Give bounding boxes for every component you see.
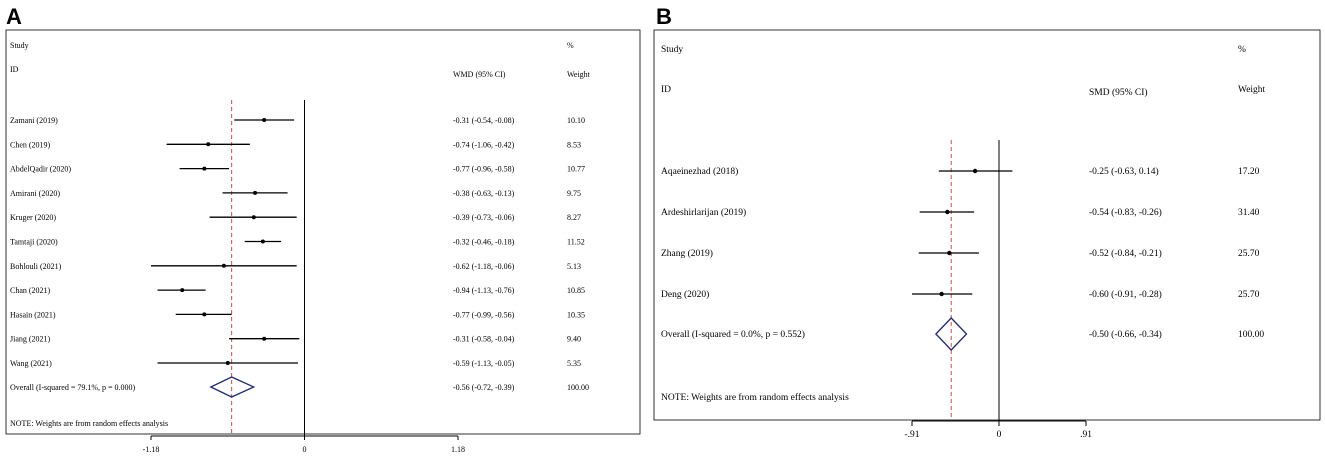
pb-point-estimate	[973, 169, 977, 173]
pa-header-weight: Weight	[567, 70, 590, 79]
pa-header-pct: %	[567, 41, 574, 50]
pb-x-tick-label: .91	[1080, 430, 1092, 440]
pa-ci-text: -0.31 (-0.54, -0.08)	[453, 116, 515, 125]
pa-ci-text: -0.31 (-0.58, -0.04)	[453, 334, 515, 344]
pa-weight-text: 8.27	[567, 213, 581, 223]
pa-weight-text: 11.52	[567, 237, 585, 247]
pa-ci-text: -0.77 (-0.99, -0.56)	[453, 310, 515, 320]
pa-weight-text: 9.40	[567, 334, 581, 344]
pa-ci-text: -0.94 (-1.13, -0.76)	[453, 286, 515, 296]
pb-x-tick-label: -.91	[904, 430, 920, 440]
pa-study-label: Bohlouli (2021)	[10, 261, 62, 271]
pb-point-estimate	[939, 292, 943, 296]
pb-header-pct: %	[1238, 45, 1246, 55]
pb-ci-text: -0.60 (-0.91, -0.28)	[1089, 290, 1162, 300]
pa-ci-text: -0.39 (-0.73, -0.06)	[453, 213, 515, 223]
pb-study-label: Zhang (2019)	[661, 249, 713, 259]
pa-study-label: Zamani (2019)	[10, 116, 58, 125]
pa-weight-text: 8.53	[567, 140, 581, 150]
pb-study-label: Deng (2020)	[661, 290, 710, 300]
pa-header-id: ID	[10, 65, 19, 74]
pb-header-weight: Weight	[1238, 85, 1266, 95]
pb-weight-text: 31.40	[1238, 208, 1260, 218]
pa-ci-text: -0.62 (-1.18, -0.06)	[453, 261, 515, 271]
pa-x-tick-label: -1.18	[142, 445, 160, 454]
pa-ci-text: -0.77 (-0.96, -0.58)	[453, 164, 515, 174]
pa-header-study: Study	[10, 41, 29, 50]
pa-weight-text: 9.75	[567, 188, 581, 198]
pb-note: NOTE: Weights are from random effects analysis	[661, 393, 849, 403]
pa-x-tick-label: 1.18	[451, 445, 465, 454]
pa-weight-text: 10.10	[567, 116, 585, 125]
pb-ci-text: -0.52 (-0.84, -0.21)	[1089, 249, 1162, 259]
pa-study-label: Chen (2019)	[10, 140, 51, 150]
pb-point-estimate	[947, 251, 951, 255]
pb-header-id: ID	[661, 85, 672, 95]
pa-ci-text: -0.38 (-0.63, -0.13)	[453, 188, 515, 198]
pb-header-study: Study	[661, 45, 684, 55]
pb-weight-text: 25.70	[1238, 290, 1260, 300]
panel-a-letter: A	[6, 4, 22, 29]
pa-weight-text: 10.35	[567, 310, 585, 320]
pa-study-label: Chan (2021)	[10, 286, 51, 296]
pa-overall-weight-text: 100.00	[567, 383, 589, 392]
pb-header-effect: SMD (95% CI)	[1089, 88, 1148, 98]
pa-note: NOTE: Weights are from random effects analysis	[10, 419, 169, 428]
pa-ci-text: -0.74 (-1.06, -0.42)	[453, 140, 515, 150]
pa-weight-text: 10.77	[567, 164, 585, 174]
pb-study-label: Ardeshirlarijan (2019)	[661, 208, 747, 218]
pb-point-estimate	[945, 210, 949, 214]
pb-overall-weight-text: 100.00	[1238, 330, 1265, 340]
pb-frame	[654, 30, 1320, 420]
pb-ci-text: -0.54 (-0.83, -0.26)	[1089, 208, 1162, 218]
pb-weight-text: 17.20	[1238, 167, 1260, 177]
pa-study-label: Wang (2021)	[10, 359, 52, 368]
pa-overall-label: Overall (I-squared = 79.1%, p = 0.000)	[10, 383, 136, 392]
pa-study-label: Amirani (2020)	[10, 188, 60, 198]
pb-ci-text: -0.25 (-0.63, 0.14)	[1089, 167, 1159, 177]
pa-weight-text: 5.13	[567, 261, 581, 271]
pa-study-label: AbdelQadir (2020)	[10, 164, 72, 174]
pb-overall-ci-text: -0.50 (-0.66, -0.34)	[1089, 330, 1162, 340]
pa-ci-text: -0.59 (-1.13, -0.05)	[453, 359, 515, 368]
pa-study-label: Hasain (2021)	[10, 310, 56, 320]
pa-header-effect: WMD (95% CI)	[453, 70, 506, 79]
pa-weight-text: 10.85	[567, 286, 585, 296]
pa-study-label: Tamtaji (2020)	[10, 237, 58, 247]
pa-weight-text: 5.35	[567, 359, 581, 368]
panel-b-letter: B	[656, 4, 672, 29]
pb-x-tick-label: 0	[996, 430, 1002, 440]
pa-x-tick-label: 0	[302, 445, 307, 454]
pa-ci-text: -0.32 (-0.46, -0.18)	[453, 237, 515, 247]
pb-study-label: Aqaeinezhad (2018)	[661, 167, 739, 177]
pa-study-label: Kruger (2020)	[10, 213, 56, 223]
pb-weight-text: 25.70	[1238, 249, 1260, 259]
pa-overall-ci-text: -0.56 (-0.72, -0.39)	[453, 383, 515, 392]
pa-study-label: Jiang (2021)	[10, 334, 51, 344]
pb-overall-label: Overall (I-squared = 0.0%, p = 0.552)	[661, 330, 805, 340]
